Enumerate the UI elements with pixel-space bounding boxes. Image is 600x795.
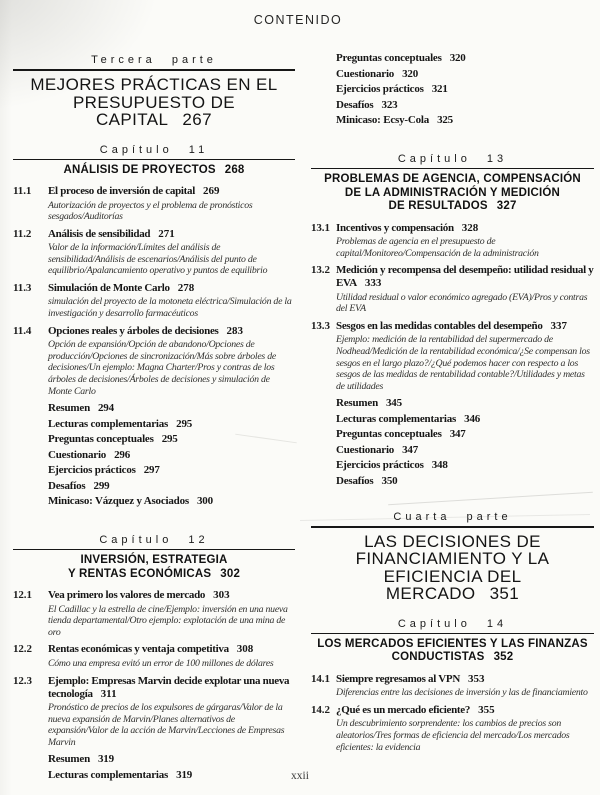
page-number: 346 bbox=[464, 412, 481, 425]
toc-section bbox=[311, 264, 594, 315]
section-number: 14.2 bbox=[311, 703, 330, 716]
title-line-text: EFICIENCIA DEL bbox=[383, 566, 522, 586]
page-number: 308 bbox=[236, 643, 254, 656]
toc-section bbox=[13, 185, 295, 223]
page-number: 325 bbox=[437, 114, 453, 126]
page-number: 302 bbox=[220, 567, 241, 580]
page-number: 333 bbox=[364, 277, 382, 290]
section-body bbox=[336, 704, 594, 753]
part-kicker-label: Tercera parte bbox=[13, 54, 295, 71]
toc-item bbox=[311, 114, 594, 127]
page-number: 321 bbox=[431, 83, 448, 95]
item-label: Preguntas conceptuales bbox=[336, 428, 442, 441]
title-line-text: MEJORES PRÁCTICAS EN EL bbox=[30, 75, 278, 94]
toc-section bbox=[13, 589, 295, 638]
page-number: 350 bbox=[381, 474, 398, 487]
item-label: Cuestionario bbox=[336, 443, 395, 456]
title-line bbox=[13, 76, 295, 94]
section-subtopics: Pronóstico de precios de los expulsores de gárgaras/Valor de la nueva expansión de Marvin/Planes alternativos de expansión/Valor de la acción de Marvin/Lecciones de Empresas Marvin bbox=[48, 702, 285, 748]
title-line-text: FINANCIAMIENTO Y LA bbox=[355, 549, 550, 569]
section-number: 11.3 bbox=[13, 281, 32, 294]
title-line bbox=[311, 173, 594, 187]
item-label: Desafíos bbox=[336, 474, 374, 487]
item-label: Minicaso: Vázquez y Asociados bbox=[48, 495, 189, 508]
page-number: 347 bbox=[402, 443, 419, 456]
item-label: Lecturas complementarias bbox=[336, 412, 457, 425]
section-title-text: Ejemplo: Empresas Marvin decide explotar una nueva tecnología bbox=[48, 674, 290, 700]
item-label: Ejercicios prácticos bbox=[336, 83, 424, 95]
toc-column-left bbox=[13, 54, 295, 784]
section-title-text: Análisis de sensibilidad bbox=[48, 227, 151, 240]
title-line bbox=[13, 94, 295, 112]
section-title-text: Rentas económicas y ventaja competitiva bbox=[48, 643, 229, 656]
section-subtopics: Diferencias entre las decisiones de inversión y las de financiamiento bbox=[336, 687, 588, 699]
item-label: Desafíos bbox=[48, 479, 86, 492]
section-subtopics: El Cadillac y la estrella de cine/Ejemplo: inversión en una nueva tienda departamental/Otro ejemplo: explotación de una mina de oro bbox=[48, 603, 288, 638]
toc-item bbox=[13, 464, 295, 477]
section-number: 12.1 bbox=[13, 589, 32, 602]
title-line-text: DE RESULTADOS bbox=[388, 200, 488, 212]
page-number: 268 bbox=[224, 163, 245, 176]
toc-item bbox=[13, 449, 295, 462]
title-line bbox=[13, 554, 295, 568]
chapter-heading bbox=[13, 534, 295, 581]
section-title bbox=[48, 282, 295, 295]
section-subtopics: Opción de expansión/Opción de abandono/Opciones de producción/Opciones de sincronización/Más sobre árboles de decisiones/Un ejemplo: Magna Charter/Pros y contras de los árboles de decisiones/Árboles de decisiones y simulación de Monte Carlo bbox=[48, 339, 276, 397]
section-subtopics: Ejemplo: medición de la rentabilidad del supermercado de Nodhead/Medición de la rentabilidad económica/¿Se compensan los sesgos en el largo plazo?/¿Qué podemos hacer con respecto a los sesgos de las medidas de rentabilidad contable?/Utilidades y metas de utilidades bbox=[336, 334, 590, 392]
part-heading bbox=[13, 54, 295, 129]
toc-item bbox=[13, 433, 295, 446]
title-line-text: CAPITAL bbox=[96, 110, 169, 129]
toc-item bbox=[311, 428, 594, 441]
toc-item bbox=[13, 480, 295, 493]
section-subtopics: simulación del proyecto de la motoneta eléctrica/Simulación de la investigación y desarrollo farmacéuticos bbox=[48, 296, 292, 320]
page-number: 345 bbox=[386, 397, 402, 410]
section-title bbox=[336, 264, 594, 290]
section-title bbox=[48, 228, 295, 241]
toc-item bbox=[311, 459, 594, 472]
toc-section bbox=[13, 282, 295, 320]
title-line bbox=[311, 568, 594, 586]
item-label: Minicaso: Ecsy-Cola bbox=[336, 114, 430, 126]
section-title bbox=[336, 320, 594, 333]
page-number: 323 bbox=[381, 98, 398, 111]
section-subtopics: Cómo una empresa evitó un error de 100 millones de dólares bbox=[48, 657, 274, 669]
toc-section bbox=[13, 325, 295, 397]
section-body bbox=[48, 643, 295, 669]
toc-section bbox=[311, 222, 594, 260]
section-number: 12.2 bbox=[13, 643, 32, 656]
page-number: 297 bbox=[143, 464, 160, 477]
title-line-text: LAS DECISIONES DE bbox=[364, 531, 541, 551]
chapter-heading bbox=[311, 153, 594, 214]
title-line-text: PRESUPUESTO DE bbox=[72, 92, 236, 112]
title-line bbox=[311, 200, 594, 214]
toc-section bbox=[13, 643, 295, 669]
section-body bbox=[336, 320, 594, 392]
title-line bbox=[311, 651, 594, 665]
page-number: 271 bbox=[158, 227, 175, 240]
title-line bbox=[13, 111, 295, 129]
title-line bbox=[311, 533, 594, 551]
section-number: 11.2 bbox=[13, 227, 32, 240]
section-title-text: El proceso de inversión de capital bbox=[48, 185, 195, 197]
title-line bbox=[13, 164, 295, 178]
section-title-text: Vea primero los valores de mercado bbox=[48, 589, 206, 602]
page-number: 353 bbox=[467, 672, 485, 685]
page-number: 319 bbox=[98, 753, 114, 766]
page-number: 348 bbox=[431, 459, 448, 472]
page-number: 278 bbox=[177, 281, 195, 294]
section-number: 13.1 bbox=[311, 221, 330, 234]
section-number: 11.1 bbox=[13, 185, 32, 197]
item-label: Lecturas complementarias bbox=[48, 768, 169, 781]
toc-item bbox=[311, 475, 594, 488]
title-line bbox=[311, 638, 594, 652]
section-title bbox=[48, 325, 295, 338]
toc-section bbox=[311, 673, 594, 699]
item-label: Ejercicios prácticos bbox=[48, 464, 136, 477]
toc-item bbox=[13, 753, 295, 766]
section-title-text: ¿Qué es un mercado eficiente? bbox=[336, 703, 471, 716]
section-subtopics: Valor de la información/Límites del análisis de sensibilidad/Análisis de escenarios/Análisis del punto de equilibrio/Apalancamiento operativo y puntos de equilibrio bbox=[48, 242, 268, 277]
title-line bbox=[311, 550, 594, 568]
section-body bbox=[48, 589, 295, 638]
title-line-text: ANÁLISIS DE PROYECTOS bbox=[63, 163, 216, 176]
toc-section bbox=[311, 704, 594, 753]
item-label: Lecturas complementarias bbox=[48, 417, 169, 430]
toc-section bbox=[311, 320, 594, 392]
page-number: 347 bbox=[449, 428, 466, 441]
chapter-title bbox=[13, 164, 295, 178]
page-number: 355 bbox=[478, 703, 495, 716]
item-label: Cuestionario bbox=[336, 67, 395, 80]
toc-item bbox=[311, 68, 594, 81]
title-line bbox=[311, 187, 594, 201]
part-title bbox=[311, 533, 594, 603]
page-number: 267 bbox=[182, 110, 212, 129]
section-body bbox=[336, 264, 594, 315]
chapter-heading bbox=[311, 618, 594, 665]
title-line-text: LOS MERCADOS EFICIENTES Y LAS FINANZAS bbox=[317, 637, 588, 650]
page-number: 296 bbox=[114, 448, 131, 461]
section-number: 13.3 bbox=[311, 319, 330, 332]
section-body bbox=[48, 185, 295, 223]
section-title-text: Incentivos y compensación bbox=[336, 221, 454, 234]
page-number: 295 bbox=[161, 433, 178, 446]
chapter-kicker-label: Capítulo 11 bbox=[13, 144, 295, 160]
toc-column-right bbox=[311, 52, 594, 758]
section-number: 11.4 bbox=[13, 324, 32, 337]
page-number: 269 bbox=[202, 185, 220, 197]
section-title-text: Simulación de Monte Carlo bbox=[48, 281, 170, 294]
page-number: 300 bbox=[196, 495, 213, 508]
section-title-text: Opciones reales y árboles de decisiones bbox=[48, 324, 219, 337]
title-line-text: MERCADO bbox=[385, 584, 476, 604]
page-number: 295 bbox=[176, 417, 193, 430]
page-number: 311 bbox=[100, 687, 117, 700]
chapter-title bbox=[311, 638, 594, 665]
title-line-text: CONDUCTISTAS bbox=[391, 651, 485, 664]
section-title bbox=[48, 185, 295, 198]
page-number: 320 bbox=[449, 52, 466, 64]
item-label: Preguntas conceptuales bbox=[48, 433, 154, 446]
chapter-kicker-label: Capítulo 12 bbox=[13, 534, 295, 550]
part-kicker-label: Cuarta parte bbox=[311, 511, 594, 528]
part-title bbox=[13, 76, 295, 129]
section-body bbox=[336, 222, 594, 260]
page-number: 294 bbox=[98, 402, 114, 415]
toc-item bbox=[311, 397, 594, 410]
title-line-text: Y RENTAS ECONÓMICAS bbox=[67, 567, 212, 580]
section-title bbox=[48, 643, 295, 656]
section-body bbox=[48, 675, 295, 749]
page-number: 337 bbox=[550, 319, 568, 332]
page-number-folio: xxii bbox=[291, 770, 309, 782]
title-line bbox=[13, 568, 295, 582]
item-label: Desafíos bbox=[336, 98, 374, 111]
page-number: 299 bbox=[93, 479, 110, 492]
section-number: 12.3 bbox=[13, 674, 32, 687]
toc-item bbox=[311, 99, 594, 112]
toc-item bbox=[13, 418, 295, 431]
item-label: Ejercicios prácticos bbox=[336, 459, 424, 472]
item-label: Resumen bbox=[48, 402, 90, 415]
page-number: 283 bbox=[226, 324, 244, 337]
title-line-text: INVERSIÓN, ESTRATEGIA bbox=[80, 554, 228, 567]
section-title bbox=[48, 675, 295, 701]
page-number: 352 bbox=[493, 651, 514, 664]
page-number: 320 bbox=[402, 67, 419, 80]
toc-item bbox=[311, 413, 594, 426]
item-label: Preguntas conceptuales bbox=[336, 52, 442, 64]
section-number: 13.2 bbox=[311, 264, 330, 277]
section-title bbox=[336, 222, 594, 235]
section-subtopics: Autorización de proyectos y el problema de pronósticos sesgados/Auditorías bbox=[48, 199, 253, 223]
chapter-title bbox=[13, 554, 295, 581]
page-number: 303 bbox=[213, 589, 230, 602]
section-body bbox=[48, 228, 295, 277]
section-body bbox=[48, 282, 295, 320]
item-label: Cuestionario bbox=[48, 448, 107, 461]
section-body bbox=[48, 325, 295, 397]
page-number: 328 bbox=[461, 221, 479, 234]
title-line-text: DE LA ADMINISTRACIÓN Y MEDICIÓN bbox=[344, 186, 561, 199]
item-label: Resumen bbox=[336, 397, 378, 410]
page-number: 327 bbox=[496, 200, 517, 212]
part-heading bbox=[311, 511, 594, 603]
toc-item bbox=[13, 495, 295, 508]
chapter-kicker-label: Capítulo 14 bbox=[311, 618, 594, 634]
title-line bbox=[311, 585, 594, 603]
chapter-heading bbox=[13, 144, 295, 178]
item-label: Resumen bbox=[48, 753, 90, 766]
section-subtopics: Un descubrimiento sorprendente: los cambios de precios son aleatorios/Tres formas de eficiencia del mercado/Los mercados eficientes: la evidencia bbox=[336, 718, 570, 753]
toc-item bbox=[311, 83, 594, 96]
toc-item bbox=[311, 444, 594, 457]
chapter-kicker-label: Capítulo 13 bbox=[311, 153, 594, 169]
title-line-text: PROBLEMAS DE AGENCIA, COMPENSACIÓN bbox=[324, 173, 581, 185]
toc-section bbox=[13, 228, 295, 277]
page-number: 351 bbox=[489, 584, 520, 604]
chapter-title bbox=[311, 173, 594, 214]
toc-item bbox=[311, 52, 594, 65]
section-title bbox=[48, 589, 295, 602]
page-number: 319 bbox=[176, 768, 193, 781]
section-title-text: Siempre regresamos al VPN bbox=[336, 672, 460, 685]
section-subtopics: Problemas de agencia en el presupuesto de capital/Monitoreo/Compensación de la administración bbox=[336, 236, 539, 259]
section-body bbox=[336, 673, 594, 699]
toc-item bbox=[13, 402, 295, 415]
section-subtopics: Utilidad residual o valor económico agregado (EVA)/Pros y contras del EVA bbox=[336, 291, 588, 315]
section-title-text: Sesgos en las medidas contables del desempeño bbox=[336, 319, 543, 332]
toc-section bbox=[13, 675, 295, 749]
page-header-title: CONTENIDO bbox=[253, 13, 343, 27]
section-number: 14.1 bbox=[311, 672, 330, 685]
section-title bbox=[336, 704, 594, 717]
section-title bbox=[336, 673, 594, 686]
section-title-text: Medición y recompensa del desempeño: utilidad residual y EVA bbox=[336, 264, 594, 290]
